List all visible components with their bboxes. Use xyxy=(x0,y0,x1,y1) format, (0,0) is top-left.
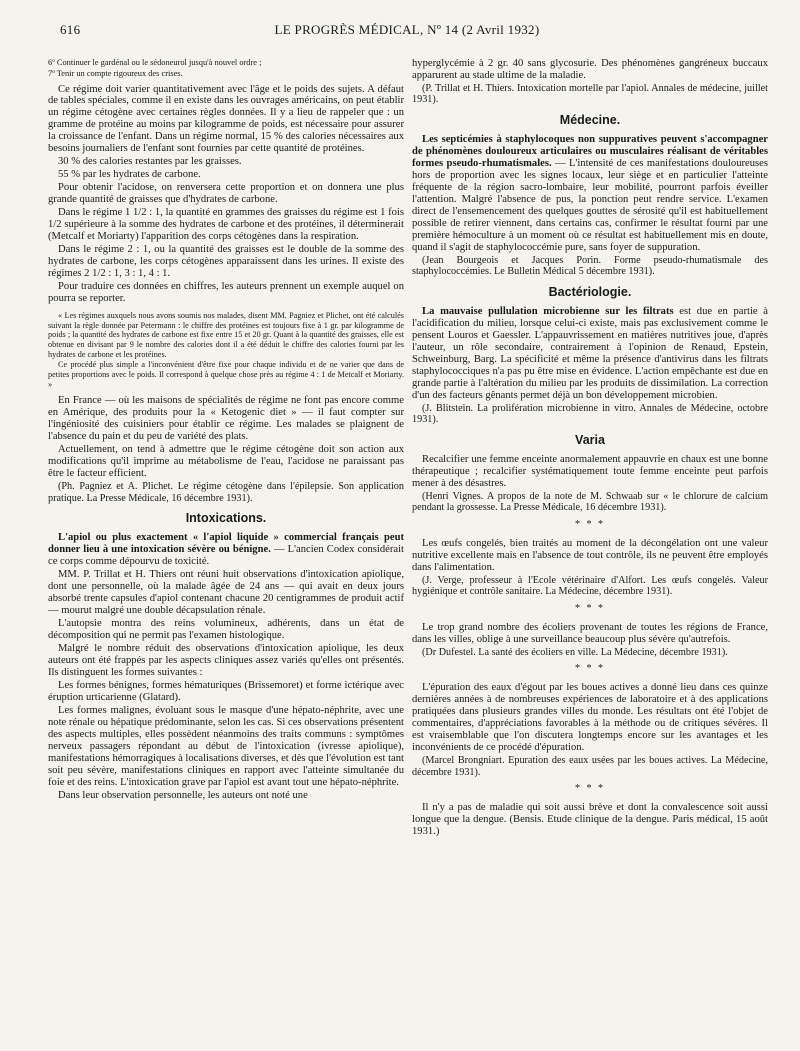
section-heading: Médecine. xyxy=(559,112,621,127)
quotation: Ce procédé plus simple a l'inconvénient d'être fixe pour chaque individu et de ne varier que dans de petites proportions avec le poids. Il correspond à quelque chose près au régime 4 : 1 de Metcalf et Moriarty. » xyxy=(48,360,404,389)
reference: (J. Blitstein. La prolifération microbienne in vitro. Annales de Médecine, octobre 1931). xyxy=(412,402,768,426)
reference: (Ph. Pagniez et A. Plichet. Le régime cétogène dans l'épilepsie. Son application pratique. La Presse Médicale, 16 décembre 1931). xyxy=(48,481,404,504)
lead-tail: — L'ancien Codex considérait ce corps comme dépourvu de toxicité. xyxy=(48,544,404,568)
lead-paragraph xyxy=(48,532,404,568)
reference: (Henri Vignes. A propos de la note de M. Schwaab sur « le chlorure de calcium pendant la grossesse. La Presse Médicale, 16 décembre 1931). xyxy=(412,490,768,514)
paragraph: Dans le régime 2 : 1, ou la quantité des graisses est le double de la somme des hydrates de carbone, les corps cétogènes apparaissent dans les urines. Il existe des régimes 2 1/2 : 1, 3 : 1, 4 : 1. xyxy=(48,244,404,280)
page-number: 616 xyxy=(60,22,81,37)
paragraph: Il n'y a pas de maladie qui soit aussi brève et dont la convalescence soit aussi longue que la dengue. (Bensis. Etude clinique de la dengue. Paris médical, 15 août 1931.) xyxy=(412,802,768,837)
lead-tail: est due en partie à l'acidification du milieu, lorsque celui-ci existe, mais pas exclusivement comme le pensent Louros et Gaessler. L'appauvrissement en matières nutritives joue, d'après l'auteur, un rôle secondaire, contrairement à l'opinion de Renaud, Epstein, Schweinburg, Barg. La spécificité et même la présence d'antivirus dans les filtrats staphylococciques n'a pas pu être mise en évidence. L'action empêchante est due en grande partie à l'altération du milieu par les produits de dissimilation. La correction d'un des facteurs gênants permet déjà un bon développement microbien. xyxy=(412,305,769,401)
left-column xyxy=(48,58,404,803)
section-heading: Intoxications. xyxy=(185,511,267,526)
lead-text: La mauvaise pullulation microbienne sur les filtrats xyxy=(422,305,674,317)
paragraph: Le trop grand nombre des écoliers provenant de toutes les régions de France, dans les villes, oblige à une surveillance beaucoup plus sévère qu'autrefois. xyxy=(412,621,768,645)
reference: (Marcel Brongniart. Epuration des eaux usées par les boues actives. La Médecine, décembre 1931). xyxy=(412,754,768,778)
lead-text: L'apiol ou plus exactement « l'apiol liquide » commercial français peut donner lieu à une intoxication sévère ou bénigne. xyxy=(48,532,404,556)
paragraph: 30 % des calories restantes par les graisses. xyxy=(58,156,242,168)
paragraph: 55 % par les hydrates de carbone. xyxy=(58,169,201,181)
paragraph: Pour traduire ces données en chiffres, les auteurs prennent un exemple auquel on pourra se reporter. xyxy=(48,281,404,304)
paragraph: Actuellement, on tend à admettre que le régime cétogène doit son action aux modifications qu'il imprime au métabolisme de l'eau, l'acidose ne paraissant pas être le facteur efficient. xyxy=(48,444,404,480)
paragraph: Dans le régime 1 1/2 : 1, la quantité en grammes des graisses du régime est 1 fois 1/2 supérieure à la somme des hydrates de carbone et des protéines, il déterminerait (Metcalf et Moriarty) l'apparition des corps cétogènes dans la respiration. xyxy=(48,207,404,243)
lead-tail: — L'intensité de ces manifestations douloureuses hors de proportion avec les signes locaux, leur siège et en particulier l'atteinte fréquente de la région sacro-lombaire, leur mobilité, pourront parfois éveiller l'attention. Malgré l'absence de pus, la ponction peut rendre service. L'examen direct de l'ensemencement des quelques gouttes de sérosité qu'il est habituellement possible de retirer viennent, dans certains cas, confirmer le résultat fourni par une première hémoculture à un moment où ce résultat est habituellement mis en doute, quand il s'agit de staphylococcémie pure, sans foyer de suppuration. xyxy=(412,158,768,253)
section-heading: Bactériologie. xyxy=(548,284,632,299)
reference: (Jean Bourgeois et Jacques Porin. Forme pseudo-rhumatismale des staphylococcémies. Le Bulletin Médical 5 décembre 1931). xyxy=(412,254,768,278)
section-separator: * * * xyxy=(575,663,605,675)
section-heading: Varia xyxy=(575,432,605,447)
paragraph: En France — où les maisons de spécialités de régime ne font pas encore comme en Amérique, des produits pour la « Ketogenic diet » — il faut compter sur l'ingéniosité des cuisiniers pour établir ce régime. Les malades se plaignent de l'absence du pain et du peu de variété des plats. xyxy=(48,395,404,443)
paragraph: MM. P. Trillat et H. Thiers ont réuni huit observations d'intoxication apiolique, dont une personnelle, où la malade âgée de 24 ans — qui avait en deux jours absorbé trente capsules d'apiol contenant chacune 20 centigrammes de produit actif — mourut malgré une double décapsulation rénale. xyxy=(48,569,404,617)
reference: (Dr Dufestel. La santé des écoliers en ville. La Médecine, décembre 1931). xyxy=(422,646,728,658)
paragraph: hyperglycémie à 2 gr. 40 sans glycosurie. Des phénomènes gangréneux buccaux apparurent au stade ultime de la maladie. xyxy=(412,58,768,81)
section-separator: * * * xyxy=(575,783,605,795)
right-column xyxy=(412,58,768,839)
list-item: 7º Tenir un compte rigoureux des crises. xyxy=(48,68,183,78)
reference: (J. Verge, professeur à l'Ecole vétérinaire d'Alfort. Les œufs congelés. Valeur hygiénique et contrôle sanitaire. La Médecine, décembre 1931). xyxy=(412,574,768,598)
reference: (P. Trillat et H. Thiers. Intoxication mortelle par l'apiol. Annales de médecine, juillet 1931). xyxy=(412,82,768,106)
paragraph: L'épuration des eaux d'égout par les boues actives a donné lieu dans ces quinze dernières années à de nombreuses expériences de laboratoire et à des applications pratiquées dans plusieurs grandes villes du monde. Les résultats ont été l'objet de commentaires, d'appréciations favorables à la méthode ou de critiques sévères. Il est vraisemblable que l'on discutera longtemps encore sur les avantages et les inconvénients de ce procédé d'épuration. xyxy=(412,682,768,754)
paragraph: Pour obtenir l'acidose, on renversera cette proportion et on donnera une plus grande quantité de graisses que d'hydrates de carbone. xyxy=(48,182,404,206)
section-separator: * * * xyxy=(575,518,605,530)
section-separator: * * * xyxy=(575,602,605,614)
list-item: 6º Continuer le gardénal ou le sédoneurol jusqu'à nouvel ordre ; xyxy=(48,58,262,67)
running-header xyxy=(60,22,754,40)
lead-paragraph xyxy=(412,306,768,402)
paragraph: Les formes bénignes, formes hématuriques (Brissemoret) et forme ictérique avec éruption urticarienne (Glatard). xyxy=(48,679,404,703)
paragraph: Les formes malignes, évoluant sous le masque d'une hépato-néphrite, avec une note rénale ou hépatique prédominante, selon les cas. Si ces observations présentent des aspects multiples, elles possèdent néanmoins des traits communs : symptômes nerveux passagers répondant au début de l'intoxication (ivresse apiolique), manifestations hémorragiques à localisations diverses, et dès que l'évolution est tant soit peu sévère, manifestations cliniques en rapport avec l'atteinte simultanée du foie et des reins. L'intoxication grave par l'apiol est avant tout une hépato-néphrite. xyxy=(48,704,404,788)
paragraph: Malgré le nombre réduit des observations d'intoxication apiolique, les deux auteurs ont été frappés par les aspects cliniques assez variés qu'elles ont présentés. Ils distinguent les formes suivantes : xyxy=(48,642,404,678)
paragraph: L'autopsie montra des reins volumineux, adhérents, dans un état de décomposition qui ne permit pas l'examen histologique. xyxy=(48,618,404,641)
paragraph: Ce régime doit varier quantitativement avec l'âge et le poids des sujets. A défaut de tables spéciales, comme il en existe dans les ouvrages américains, on peut établir un régime cétogène avec certaines règles données. Il y a lieu de rappeler que : un gramme de protéine au moins par kilogramme de poids, est nécessaire pour assurer la croissance de l'enfant. Dans un régime normal, 15 % des calories nécessaires aux besoins journaliers de l'enfant sont fournies par cette quantité de protéines. xyxy=(48,83,404,155)
paragraph: Dans leur observation personnelle, les auteurs ont noté une xyxy=(58,789,308,801)
quotation: « Les régimes auxquels nous avons soumis nos malades, disent MM. Pagniez et Plichet, ont été calculés suivant la règle donnée par Petermann : le chiffre des protéines est toujours fixe à 1 gr. par kilogramme de poids ; la quantité des hydrates de carbone est fixe entre 15 et 20 gr. Quant à la quantité des graisses, elle est obtenue en divisant par 9 le nombre des calories dont il a été déduit le chiffre des calories fourni par les hydrates de carbone et les protéines. xyxy=(48,310,404,359)
paragraph: Recalcifier une femme enceinte anormalement appauvrie en chaux est une bonne thérapeutique ; recalcifier systématiquement toute femme enceinte peut parfois mener à des désastres. xyxy=(412,453,768,489)
running-title: LE PROGRÈS MÉDICAL, Nº 14 (2 Avril 1932) xyxy=(274,22,540,37)
lead-paragraph xyxy=(412,134,768,254)
paragraph: Les œufs congelés, bien traités au moment de la décongélation ont une valeur nutritive excellente mais en l'absence de tout contrôle, ils ne peuvent être employés dans l'alimentation. xyxy=(412,537,768,573)
lead-text: Les septicémies à staphylocoques non suppuratives peuvent s'accompagner de phénomènes douloureux articulaires ou musculaires réalisant de véritables formes pseudo-rhumatismales. xyxy=(412,134,768,170)
